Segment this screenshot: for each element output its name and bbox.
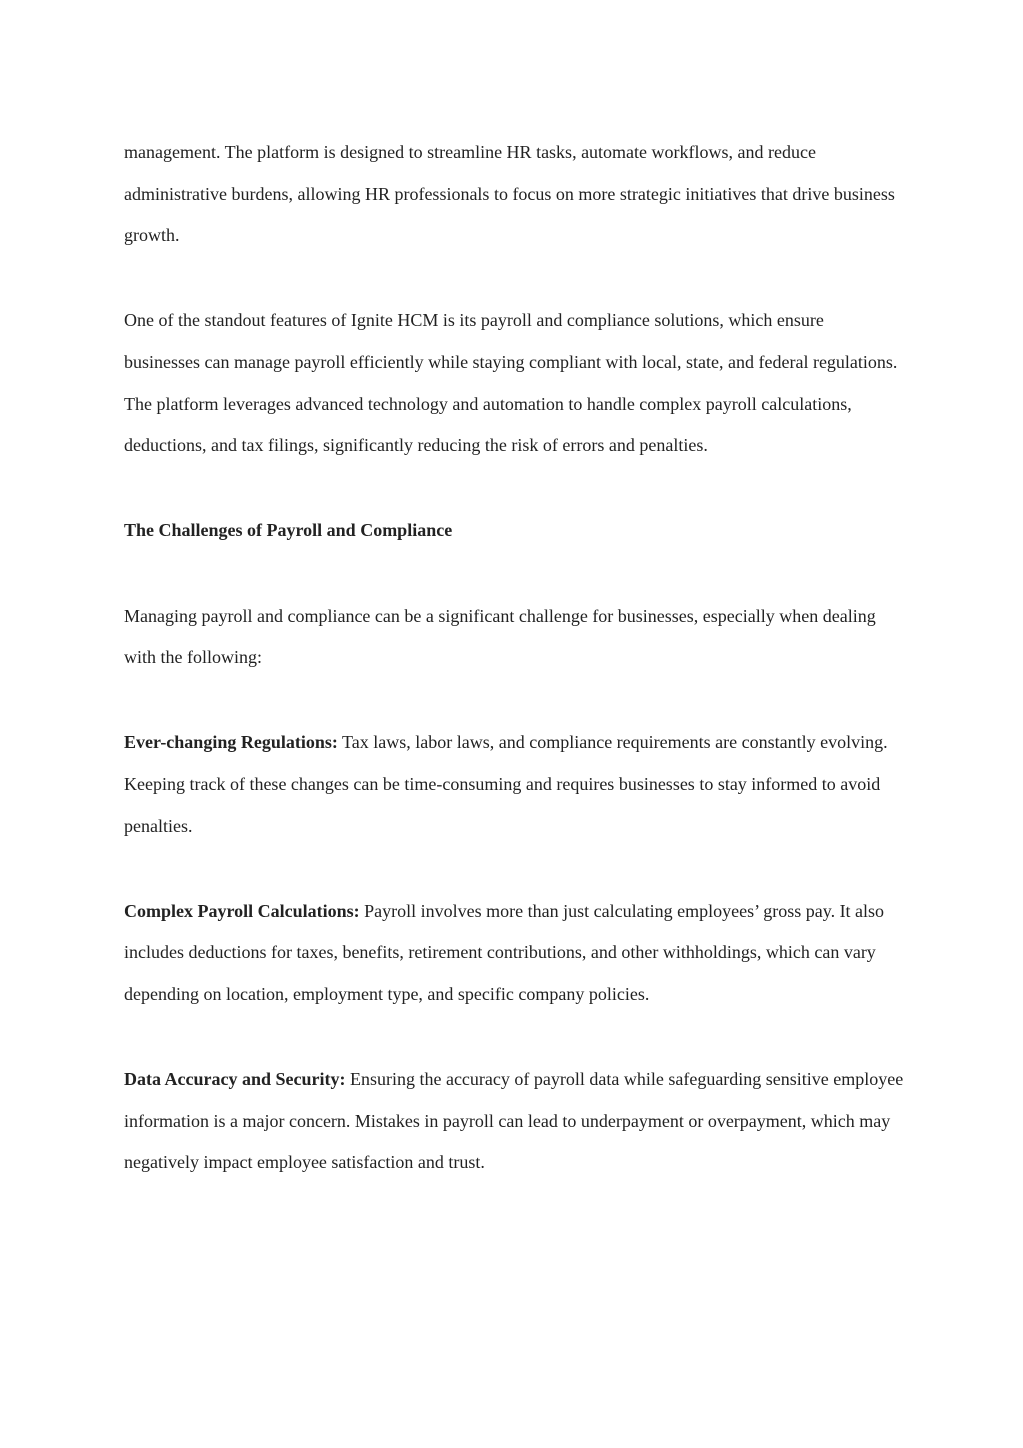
challenge-title: Data Accuracy and Security:: [124, 1069, 346, 1090]
challenge-text: Ensuring the accuracy of payroll data while safeguarding sensitive employee information is a major concern. Mistakes in payroll can lead to underpayment or overpayment, which may negatively impact employee satisfaction and trust.: [124, 1069, 904, 1173]
paragraph-standout-features: One of the standout features of Ignite HCM is its payroll and compliance solutions, which ensure businesses can manage payroll efficiently while staying compliant with local, state, and federal regulations. The platform leverages advanced technology and automation to handle complex payroll calculations, deductions, and tax filings, significantly reducing the risk of errors and penalties.: [124, 310, 898, 456]
paragraph-intro-continuation: management. The platform is designed to streamline HR tasks, automate workflows, and reduce administrative burdens, allowing HR professionals to focus on more strategic initiatives that drive business growth.: [124, 142, 895, 246]
challenge-item-regulations: [124, 722, 904, 847]
paragraph-challenges-intro: Managing payroll and compliance can be a significant challenge for businesses, especially when dealing with the following:: [124, 605, 876, 668]
document-body: [124, 132, 904, 1184]
section-heading: The Challenges of Payroll and Compliance: [124, 520, 453, 541]
challenge-text: Tax laws, labor laws, and compliance requirements are constantly evolving. Keeping track of these changes can be time-consuming and requires businesses to stay informed to avoid penalties.: [124, 732, 888, 836]
challenge-title: Ever-changing Regulations:: [124, 732, 338, 753]
challenge-item-data-security: [124, 1059, 904, 1184]
challenge-text: Payroll involves more than just calculating employees’ gross pay. It also includes deductions for taxes, benefits, retirement contributions, and other withholdings, which can vary depending on location, employment type, and specific company policies.: [124, 900, 885, 1004]
challenge-item-calculations: [124, 891, 904, 1016]
challenge-title: Complex Payroll Calculations:: [124, 900, 360, 921]
